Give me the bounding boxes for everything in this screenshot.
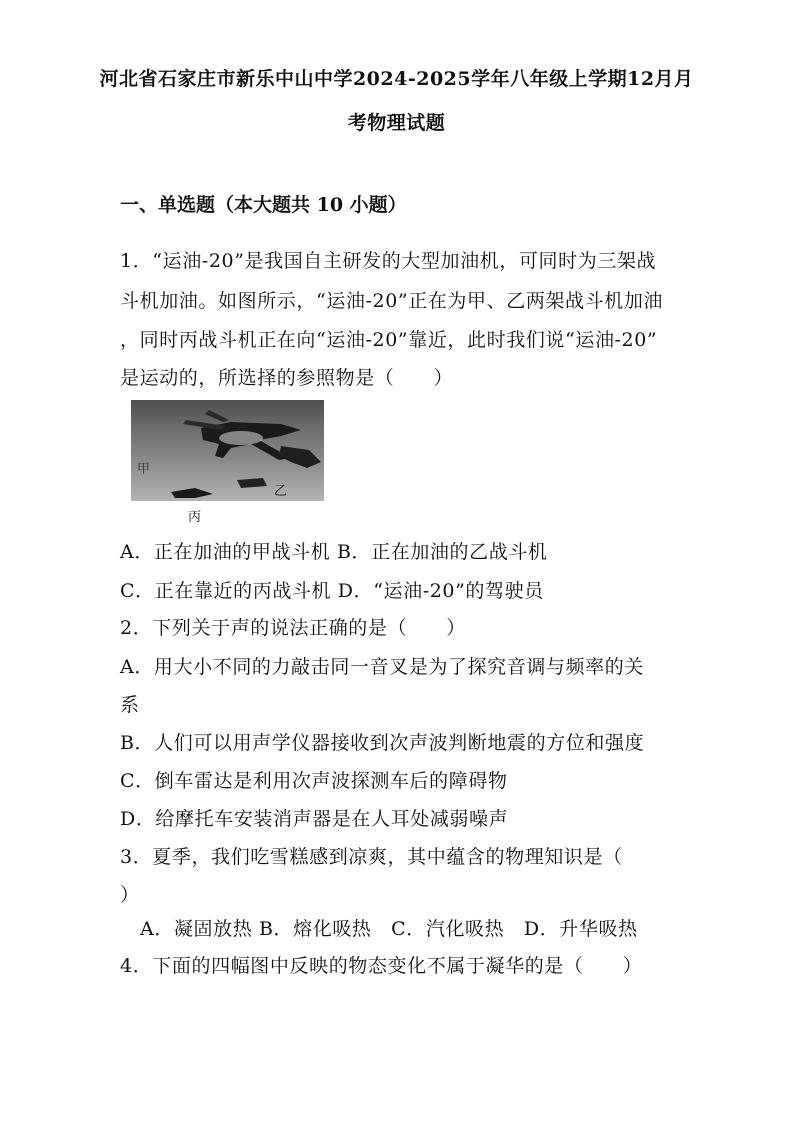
q2-option-line-1: A．用大小不同的力敲击同一音叉是为了探究音调与频率的关: [120, 656, 644, 678]
q1-stem-line-4: 是运动的，所选择的参照物是（ ）: [120, 367, 454, 389]
q2-option-line-3: B．人们可以用声学仪器接收到次声波判断地震的方位和强度: [120, 732, 645, 754]
q3-option-line-1: A．凝固放热 B．熔化吸热 C．汽化吸热 D．升华吸热: [140, 918, 638, 940]
q3-stem-line-1: 3．夏季，我们吃雪糕感到凉爽，其中蕴含的物理知识是（: [120, 846, 623, 868]
refueling-aircraft-photo: [131, 400, 324, 501]
q2-stem-line-1: 2．下列关于声的说法正确的是（ ）: [120, 617, 466, 639]
q1-stem-line-1: 1．“运油-20”是我国自主研发的大型加油机，可同时为三架战: [120, 250, 657, 272]
section-heading: 一、单选题（本大题共 10 小题）: [120, 194, 407, 216]
q2-option-line-2: 系: [120, 694, 140, 716]
title-line-1: 河北省石家庄市新乐中山中学2024-2025学年八年级上学期12月月: [99, 68, 694, 90]
q2-option-line-5: D．给摩托车安装消声器是在人耳处减弱噪声: [120, 808, 509, 830]
q2-option-line-4: C．倒车雷达是利用次声波探测车后的障碍物: [120, 770, 508, 792]
q1-option-line-2: C．正在靠近的丙战斗机 D．“运油-20”的驾驶员: [120, 580, 544, 602]
q1-option-line-1: A．正在加油的甲战斗机 B．正在加油的乙战斗机: [120, 541, 548, 563]
q3-stem-line-2: ）: [120, 884, 140, 906]
figure-label-jia: 甲: [137, 462, 151, 477]
q1-stem-line-3: ，同时丙战斗机正在向“运油-20”靠近，此时我们说“运油-20”: [120, 329, 658, 351]
q4-stem-line-1: 4．下面的四幅图中反映的物态变化不属于凝华的是（ ）: [120, 955, 643, 977]
title-line-2: 考物理试题: [347, 112, 446, 134]
q1-stem-line-2: 斗机加油。如图所示，“运油-20”正在为甲、乙两架战斗机加油: [120, 290, 664, 312]
figure-label-bing: 丙: [188, 510, 202, 525]
figure-label-yi: 乙: [274, 484, 288, 499]
aircraft-silhouettes: [131, 400, 324, 501]
